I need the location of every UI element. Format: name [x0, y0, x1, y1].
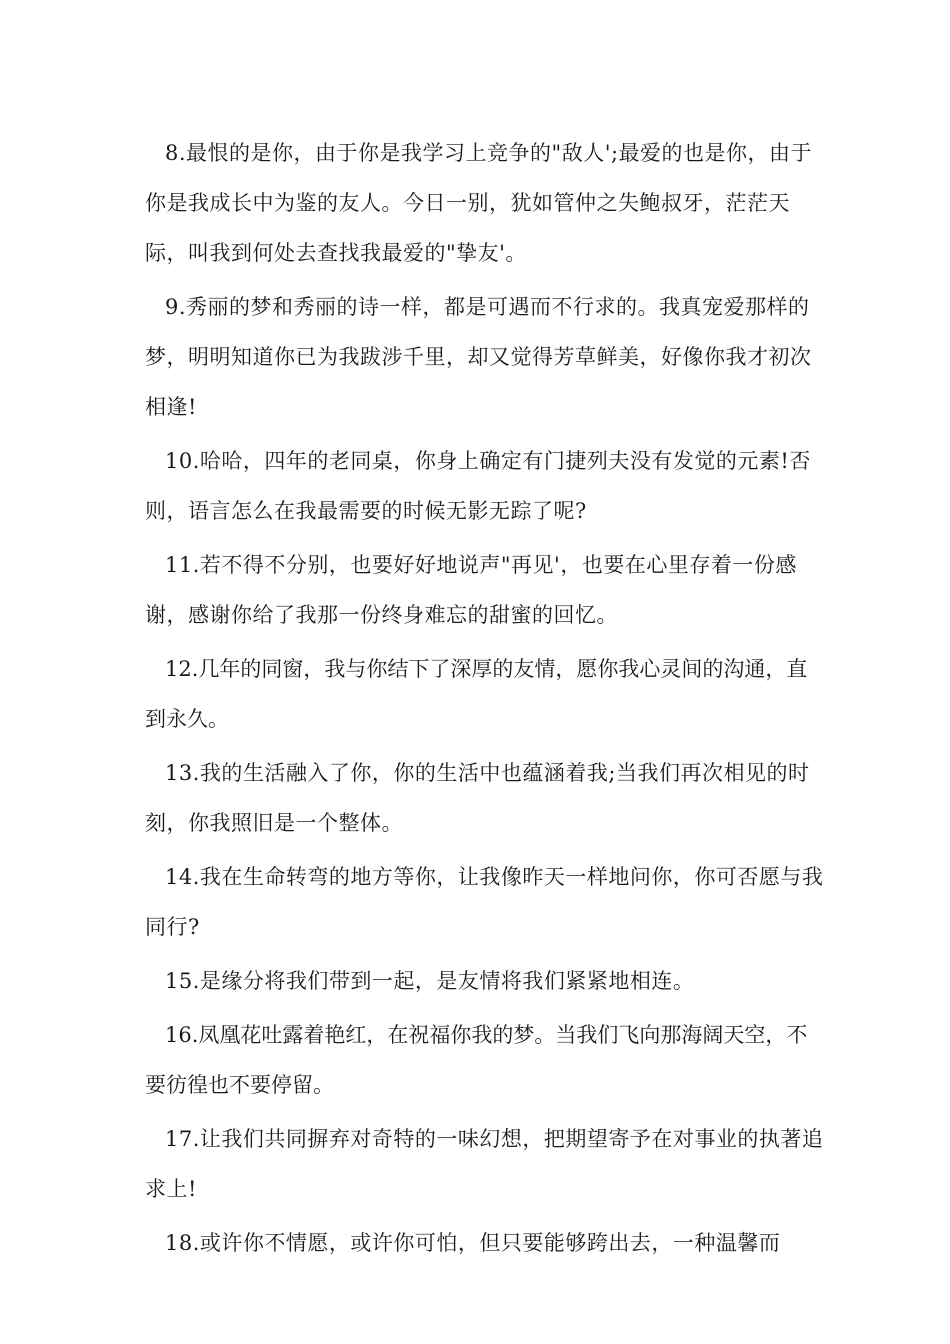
paragraph-14: 14.我在生命转弯的地方等你，让我像昨天一样地问你，你可否愿与我同行?	[145, 865, 824, 939]
paragraph-15: 15.是缘分将我们带到一起，是友情将我们紧紧地相连。	[165, 969, 695, 993]
paragraph-13: 13.我的生活融入了你，你的生活中也蕴涵着我;当我们再次相见的时刻，你我照旧是一个整体。	[145, 761, 810, 835]
paragraph-16: 16.凤凰花吐露着艳红，在祝福你我的梦。当我们飞向那海阔天空，不要彷徨也不要停留。	[145, 1023, 808, 1097]
document-body	[145, 128, 825, 1272]
paragraph-17: 17.让我们共同摒弃对奇特的一味幻想，把期望寄予在对事业的执著追求上!	[145, 1127, 824, 1201]
paragraph-11: 11.若不得不分别，也要好好地说声"再见'，也要在心里存着一份感谢，感谢你给了我那一份终身难忘的甜蜜的回忆。	[145, 553, 797, 627]
paragraph-12: 12.几年的同窗，我与你结下了深厚的友情，愿你我心灵间的沟通，直到永久。	[145, 657, 808, 731]
paragraph-9: 9.秀丽的梦和秀丽的诗一样，都是可遇而不行求的。我真宠爱那样的梦，明明知道你已为我跋涉千里，却又觉得芳草鲜美，好像你我才初次相逢!	[145, 295, 812, 419]
paragraph-10: 10.哈哈，四年的老同桌，你身上确定有门捷列夫没有发觉的元素!否则，语言怎么在我最需要的时候无影无踪了呢?	[145, 449, 811, 523]
paragraph-8: 8.最恨的是你，由于你是我学习上竞争的"敌人';最爱的也是你，由于你是我成长中为鉴的友人。今日一别，犹如管仲之失鲍叔牙，茫茫天际，叫我到何处去查找我最爱的"挚友'。	[145, 141, 813, 265]
paragraph-18: 18.或许你不情愿，或许你可怕，但只要能够跨出去，一种温馨而	[165, 1231, 781, 1255]
